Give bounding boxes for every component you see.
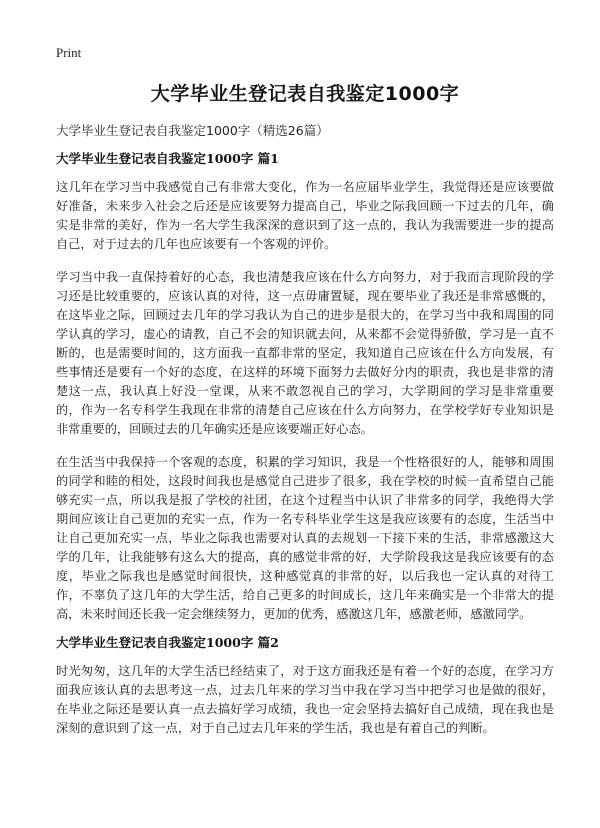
document-subtitle: 大学毕业生登记表自我鉴定1000字（精选26篇） — [56, 123, 329, 138]
section-2 — [56, 634, 554, 738]
page-title: 大学毕业生登记表自我鉴定1000字 — [150, 83, 460, 105]
section-1 — [56, 150, 554, 624]
paragraph: 学习当中我一直保持着好的心态，我也清楚我应该在什么方向努力，对于我而言现阶段的学习还是比较重要的，应该认真的对待，这一点毋庸置疑，现在要毕业了我还是非常感慨的，在这毕业之际，回顾过去几年的学习我认为自己的进步是很大的，在学习当中我和周围的同学认真的学习，虚心的请教，自己不会的知识就去问，从来都不会觉得骄傲，学习是一直不断的，也是需要时间的，这方面我一直都非常的坚定，我知道自己应该在什么方向发展，有些事情还是要有一个好的态度，在这样的环境下面努力去做好分内的职责，我也是非常的清楚这一点，我认真上好没一堂课，从来不敢忽视自己的学习，大学期间的学习是非常重要的，作为一名专科学生我现在非常的清楚自己应该在什么方向努力，在学校学好专业知识是非常重要的，回顾过去的几年确实还是应该要端正好心态。 — [56, 270, 554, 436]
section-heading: 大学毕业生登记表自我鉴定1000字 篇1 — [56, 151, 279, 166]
section-heading: 大学毕业生登记表自我鉴定1000字 篇2 — [56, 635, 279, 650]
print-link[interactable]: Print — [56, 45, 82, 60]
paragraph: 在生活当中我保持一个客观的态度，积累的学习知识，我是一个性格很好的人，能够和周围的同学和睦的相处，这段时间我也是感觉自己进步了很多，我在学校的时候一直希望自己能够充实一点，所以我是报了学校的社团，在这个过程当中认识了非常多的同学，我绝得大学期间应该让自己更加的充实一点，作为一名专科毕业学生这是我应该要有的态度，生活当中让自己更加充实一点，毕业之际我也需要对认真的去规划一下接下来的生活，非常感激这大学的几年，让我能够有这么大的提高，真的感觉非常的好，大学阶段我这是我应该要有的态度，毕业之际我也是感觉时间很快，这种感觉真的非常的好，以后我也一定认真的对待工作，不辜负了这几年的大学生活，给自己更多的时间成长，这几年来确实是一个非常大的提高，未来时间还长我一定会继续努力，更加的优秀，感激这几年，感激老师，感激同学。 — [56, 455, 554, 621]
paragraph: 时光匆匆，这几年的大学生活已经结束了，对于这方面我还是有着一个好的态度，在学习方面我应该认真的去思考这一点，过去几年来的学习当中我在学习当中把学习也是做的很好，在毕业之际还是要认真一点去搞好学习成绩，我也一定会坚持去搞好自己成绩，现在我也是深刻的意识到了这一点，对于自己过去几年来的学生活，我也是有着自己的判断。 — [56, 664, 554, 735]
paragraph: 这几年在学习当中我感觉自己有非常大变化，作为一名应届毕业学生，我觉得还是应该要做好准备，未来步入社会之后还是应该要努力提高自己，毕业之际我回顾一下过去的几年，确实是非常的美好，作为一名大学生我深深的意识到了这一点的，我认为我需要进一步的提高自己，对于过去的几年也应该要有一个客观的评价。 — [56, 180, 554, 251]
